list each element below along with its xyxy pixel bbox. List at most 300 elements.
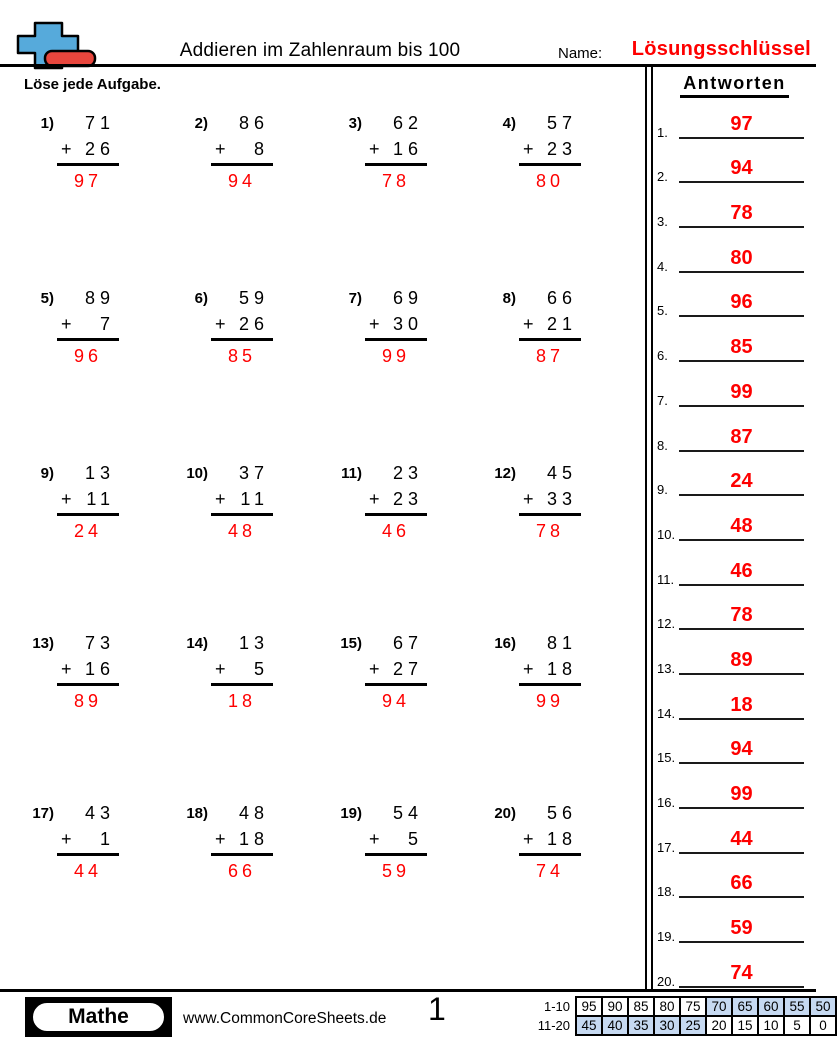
addend-bottom-row xyxy=(61,313,115,336)
problem-work xyxy=(61,112,115,193)
answers-column-title xyxy=(653,73,816,98)
problem-answer: 96 xyxy=(73,346,103,366)
problem-answer: 89 xyxy=(73,691,103,711)
problem-answer: 78 xyxy=(535,521,565,541)
problem-1 xyxy=(28,112,182,287)
answer-value: 44 xyxy=(730,827,753,850)
problem-2 xyxy=(182,112,336,287)
answer-blank-line xyxy=(679,762,804,764)
plus-sign: + xyxy=(215,138,226,159)
answer-value: 89 xyxy=(730,648,753,671)
plus-sign: + xyxy=(61,488,72,509)
name-label: Name: xyxy=(558,45,603,62)
problem-answer: 48 xyxy=(227,521,257,541)
score-row-1 xyxy=(527,997,836,1016)
problem-13 xyxy=(28,632,182,802)
addend-bottom: 16 xyxy=(84,658,115,679)
sum-line xyxy=(57,513,119,516)
plus-sign: + xyxy=(523,138,534,159)
answer-blank-line xyxy=(679,360,804,362)
score-cell: 40 xyxy=(602,1016,628,1035)
problem-12 xyxy=(490,462,644,632)
answer-value: 94 xyxy=(730,738,753,761)
addend-bottom: 11 xyxy=(240,488,269,509)
answer-item-20 xyxy=(655,949,810,994)
plus-sign: + xyxy=(369,658,380,679)
answer-item-17 xyxy=(655,815,810,860)
answer-number: 14. xyxy=(657,705,676,721)
answer-blank-line xyxy=(679,673,804,675)
addend-top: 81 xyxy=(546,633,577,653)
answer-blank-line xyxy=(679,315,804,317)
subject-badge xyxy=(25,997,172,1037)
score-cell: 15 xyxy=(732,1016,758,1035)
answer-value: 78 xyxy=(730,604,753,627)
answer-value: 85 xyxy=(730,336,753,359)
addend-top: 71 xyxy=(84,113,115,133)
answer-blank-line xyxy=(679,718,804,720)
addend-bottom-row xyxy=(61,488,115,511)
answer-blank-line xyxy=(679,405,804,407)
problem-answer: 99 xyxy=(381,346,411,366)
problem-11 xyxy=(336,462,490,632)
problem-6 xyxy=(182,287,336,462)
sum-line xyxy=(365,513,427,516)
problem-work xyxy=(215,112,269,193)
score-cell: 50 xyxy=(810,997,836,1016)
answer-number: 10. xyxy=(657,526,676,542)
sum-line xyxy=(519,853,581,856)
answer-item-9 xyxy=(655,458,810,503)
sum-line xyxy=(519,683,581,686)
sum-line xyxy=(211,163,273,166)
answer-number: 18. xyxy=(657,884,676,900)
plus-sign: + xyxy=(61,138,72,159)
sum-line xyxy=(519,513,581,516)
answer-value: 74 xyxy=(730,961,753,984)
answer-number: 3. xyxy=(657,214,668,230)
problem-work xyxy=(61,632,115,713)
score-cell: 85 xyxy=(628,997,654,1016)
score-cell: 20 xyxy=(706,1016,732,1035)
score-table xyxy=(527,996,837,1036)
answer-blank-line xyxy=(679,941,804,943)
addend-bottom-row xyxy=(523,488,577,511)
score-cell: 35 xyxy=(628,1016,654,1035)
addend-top: 67 xyxy=(392,633,423,653)
answer-value: 24 xyxy=(730,470,753,493)
answer-item-19 xyxy=(655,904,810,949)
addend-bottom-row xyxy=(369,488,423,511)
sum-line xyxy=(519,163,581,166)
problem-17 xyxy=(28,802,182,902)
addend-top: 89 xyxy=(84,288,115,308)
worksheet-title: Addieren im Zahlenraum bis 100 xyxy=(179,40,461,61)
sum-line xyxy=(519,338,581,341)
answer-value: 96 xyxy=(730,291,753,314)
answer-number: 9. xyxy=(657,482,668,498)
addend-bottom: 21 xyxy=(546,313,577,334)
score-cell: 80 xyxy=(654,997,680,1016)
instruction-text: Löse jede Aufgabe. xyxy=(24,76,161,93)
addend-bottom: 18 xyxy=(546,658,577,679)
addend-top: 56 xyxy=(546,803,577,823)
plus-minus-logo-icon xyxy=(16,20,98,77)
addend-bottom-row xyxy=(369,828,423,851)
answer-key-label: Lösungsschlüssel xyxy=(631,38,811,60)
problem-work xyxy=(369,287,423,368)
plus-sign: + xyxy=(215,313,226,334)
problem-work xyxy=(215,462,269,543)
addend-bottom-row xyxy=(61,138,115,161)
problem-answer: 99 xyxy=(535,691,565,711)
answer-item-3 xyxy=(655,189,810,234)
problem-answer: 78 xyxy=(381,171,411,191)
answer-blank-line xyxy=(679,807,804,809)
addend-bottom: 27 xyxy=(392,658,423,679)
plus-sign: + xyxy=(215,488,226,509)
answer-blank-line xyxy=(679,271,804,273)
addend-top: 37 xyxy=(238,463,269,483)
answer-item-7 xyxy=(655,368,810,413)
addend-top: 48 xyxy=(238,803,269,823)
plus-sign: + xyxy=(369,828,380,849)
problem-work xyxy=(369,802,423,883)
answer-value: 87 xyxy=(730,425,753,448)
plus-sign: + xyxy=(523,488,534,509)
sum-line xyxy=(211,513,273,516)
answer-item-16 xyxy=(655,770,810,815)
problem-answer: 85 xyxy=(227,346,257,366)
answer-item-1 xyxy=(655,100,810,145)
problem-number: 10) xyxy=(186,465,208,482)
score-cell: 65 xyxy=(732,997,758,1016)
addend-bottom: 26 xyxy=(238,313,269,334)
answer-number: 1. xyxy=(657,124,668,140)
addend-bottom-row xyxy=(369,658,423,681)
addend-top: 62 xyxy=(392,113,423,133)
problem-5 xyxy=(28,287,182,462)
problem-answer: 97 xyxy=(73,171,103,191)
sum-line xyxy=(57,853,119,856)
addend-top: 69 xyxy=(392,288,423,308)
problem-14 xyxy=(182,632,336,802)
sum-line xyxy=(57,683,119,686)
problem-number: 15) xyxy=(340,635,362,652)
problems-grid xyxy=(28,112,644,902)
problem-20 xyxy=(490,802,644,902)
answer-blank-line xyxy=(679,226,804,228)
addend-bottom: 18 xyxy=(546,828,577,849)
problem-number: 5) xyxy=(40,290,54,307)
sum-line xyxy=(365,338,427,341)
problem-answer: 24 xyxy=(73,521,103,541)
plus-sign: + xyxy=(61,658,72,679)
header-rule xyxy=(0,64,816,67)
answer-item-11 xyxy=(655,547,810,592)
problem-answer: 18 xyxy=(227,691,257,711)
problem-number: 3) xyxy=(348,115,362,132)
answer-number: 19. xyxy=(657,929,676,945)
problem-4 xyxy=(490,112,644,287)
addend-bottom-row xyxy=(369,138,423,161)
answer-blank-line xyxy=(679,450,804,452)
addend-top: 13 xyxy=(84,463,115,483)
score-cell: 45 xyxy=(576,1016,602,1035)
subject-badge-label: Mathe xyxy=(31,1001,166,1033)
answer-item-2 xyxy=(655,145,810,190)
problem-answer: 74 xyxy=(535,861,565,881)
answer-number: 13. xyxy=(657,660,676,676)
problem-work xyxy=(523,632,577,713)
addend-bottom-row xyxy=(523,138,577,161)
problem-answer: 94 xyxy=(227,171,257,191)
plus-sign: + xyxy=(61,828,72,849)
score-cell: 5 xyxy=(784,1016,810,1035)
addend-bottom: 18 xyxy=(238,828,269,849)
plus-sign: + xyxy=(523,658,534,679)
addend-bottom-row xyxy=(523,828,577,851)
problem-work xyxy=(215,287,269,368)
addend-bottom-row xyxy=(523,658,577,681)
plus-sign: + xyxy=(369,488,380,509)
problem-10 xyxy=(182,462,336,632)
plus-sign: + xyxy=(215,828,226,849)
addend-bottom-row xyxy=(215,313,269,336)
addend-top: 23 xyxy=(392,463,423,483)
score-row-label: 1-10 xyxy=(543,999,570,1014)
answer-value: 78 xyxy=(730,202,753,225)
problem-answer: 44 xyxy=(73,861,103,881)
addend-bottom: 7 xyxy=(99,313,115,334)
answers-title-text: Antworten xyxy=(680,73,789,98)
answer-item-5 xyxy=(655,279,810,324)
problem-number: 16) xyxy=(494,635,516,652)
problem-work xyxy=(523,462,577,543)
problem-16 xyxy=(490,632,644,802)
addend-bottom: 16 xyxy=(392,138,423,159)
problem-work xyxy=(523,287,577,368)
score-row-2 xyxy=(527,1016,836,1035)
answer-blank-line xyxy=(679,181,804,183)
sum-line xyxy=(211,338,273,341)
problem-number: 4) xyxy=(502,115,516,132)
addend-bottom-row xyxy=(61,828,115,851)
answer-blank-line xyxy=(679,852,804,854)
answer-number: 7. xyxy=(657,392,668,408)
answer-blank-line xyxy=(679,986,804,988)
addend-bottom: 5 xyxy=(407,828,423,849)
problem-work xyxy=(61,802,115,883)
sum-line xyxy=(211,853,273,856)
answer-value: 97 xyxy=(730,112,753,135)
answer-number: 20. xyxy=(657,973,676,989)
problem-number: 1) xyxy=(40,115,54,132)
answer-value: 66 xyxy=(730,872,753,895)
answer-item-4 xyxy=(655,234,810,279)
answer-blank-line xyxy=(679,137,804,139)
answer-value: 46 xyxy=(730,559,753,582)
problem-work xyxy=(523,802,577,883)
score-cell: 95 xyxy=(576,997,602,1016)
answer-value: 18 xyxy=(730,693,753,716)
answer-number: 5. xyxy=(657,303,668,319)
score-row-label: 11-20 xyxy=(537,1018,570,1033)
answer-blank-line xyxy=(679,494,804,496)
plus-sign: + xyxy=(369,313,380,334)
plus-sign: + xyxy=(215,658,226,679)
answer-blank-line xyxy=(679,539,804,541)
problem-answer: 87 xyxy=(535,346,565,366)
problem-work xyxy=(215,802,269,883)
sum-line xyxy=(57,163,119,166)
answer-item-12 xyxy=(655,592,810,637)
answer-number: 17. xyxy=(657,839,676,855)
answer-value: 48 xyxy=(730,514,753,537)
score-cell: 25 xyxy=(680,1016,706,1035)
addend-bottom-row xyxy=(523,313,577,336)
addend-bottom-row xyxy=(215,138,269,161)
problem-number: 14) xyxy=(186,635,208,652)
score-cell: 10 xyxy=(758,1016,784,1035)
answers-divider-line xyxy=(645,67,653,990)
addend-top: 13 xyxy=(238,633,269,653)
score-cell: 70 xyxy=(706,997,732,1016)
addend-bottom: 8 xyxy=(253,138,269,159)
addend-bottom: 11 xyxy=(86,488,115,509)
answer-number: 8. xyxy=(657,437,668,453)
sum-line xyxy=(365,163,427,166)
sum-line xyxy=(211,683,273,686)
problem-answer: 94 xyxy=(381,691,411,711)
answer-number: 4. xyxy=(657,258,668,274)
answer-value: 59 xyxy=(730,917,753,940)
answer-item-13 xyxy=(655,636,810,681)
problem-work xyxy=(61,462,115,543)
plus-sign: + xyxy=(523,313,534,334)
answer-number: 2. xyxy=(657,169,668,185)
answer-item-8 xyxy=(655,413,810,458)
addend-bottom-row xyxy=(215,488,269,511)
problem-7 xyxy=(336,287,490,462)
addend-top: 45 xyxy=(546,463,577,483)
problem-number: 2) xyxy=(194,115,208,132)
addend-bottom: 30 xyxy=(392,313,423,334)
score-cell: 60 xyxy=(758,997,784,1016)
problem-19 xyxy=(336,802,490,902)
problem-9 xyxy=(28,462,182,632)
answer-blank-line xyxy=(679,584,804,586)
problem-number: 17) xyxy=(32,805,54,822)
answer-number: 12. xyxy=(657,616,676,632)
sum-line xyxy=(57,338,119,341)
addend-bottom: 23 xyxy=(392,488,423,509)
problem-number: 13) xyxy=(32,635,54,652)
addend-bottom: 26 xyxy=(84,138,115,159)
addend-bottom-row xyxy=(215,828,269,851)
score-cell: 0 xyxy=(810,1016,836,1035)
score-cell: 90 xyxy=(602,997,628,1016)
addend-top: 86 xyxy=(238,113,269,133)
answer-item-14 xyxy=(655,681,810,726)
score-cell: 30 xyxy=(654,1016,680,1035)
answer-blank-line xyxy=(679,896,804,898)
addend-top: 73 xyxy=(84,633,115,653)
answer-item-6 xyxy=(655,323,810,368)
plus-sign: + xyxy=(369,138,380,159)
answer-blank-line xyxy=(679,628,804,630)
answer-number: 16. xyxy=(657,795,676,810)
footer-rule xyxy=(0,989,816,992)
problem-work xyxy=(369,112,423,193)
problem-work xyxy=(215,632,269,713)
score-cell: 75 xyxy=(680,997,706,1016)
addend-bottom-row xyxy=(215,658,269,681)
problem-number: 19) xyxy=(340,805,362,822)
answer-item-18 xyxy=(655,860,810,905)
addend-bottom-row xyxy=(369,313,423,336)
problem-work xyxy=(61,287,115,368)
addend-top: 66 xyxy=(546,288,577,308)
addend-bottom: 5 xyxy=(253,658,269,679)
problem-number: 6) xyxy=(194,290,208,307)
addend-top: 43 xyxy=(84,803,115,823)
problem-number: 18) xyxy=(186,805,208,822)
problem-number: 11) xyxy=(341,465,362,482)
answer-value: 99 xyxy=(730,380,753,403)
addend-bottom-row xyxy=(61,658,115,681)
answer-number: 11. xyxy=(657,571,675,587)
addend-top: 59 xyxy=(238,288,269,308)
answer-number: 15. xyxy=(657,750,676,766)
addend-top: 57 xyxy=(546,113,577,133)
answer-item-10 xyxy=(655,502,810,547)
answer-value: 80 xyxy=(730,246,753,269)
problem-answer: 80 xyxy=(535,171,565,191)
answer-value: 99 xyxy=(730,783,753,805)
answer-value: 94 xyxy=(730,157,753,180)
addend-bottom: 33 xyxy=(546,488,577,509)
problem-8 xyxy=(490,287,644,462)
website-text: www.CommonCoreSheets.de xyxy=(183,1010,387,1027)
problem-answer: 46 xyxy=(381,521,411,541)
plus-sign: + xyxy=(61,313,72,334)
problem-number: 20) xyxy=(494,805,516,822)
sum-line xyxy=(365,853,427,856)
addend-top: 54 xyxy=(392,803,423,823)
sum-line xyxy=(365,683,427,686)
score-cell: 55 xyxy=(784,997,810,1016)
answer-item-15 xyxy=(655,726,810,771)
problem-answer: 59 xyxy=(381,861,411,881)
problem-work xyxy=(369,632,423,713)
problem-18 xyxy=(182,802,336,902)
problem-work xyxy=(523,112,577,193)
problem-3 xyxy=(336,112,490,287)
addend-bottom: 1 xyxy=(99,828,115,849)
problem-number: 9) xyxy=(40,465,54,482)
plus-sign: + xyxy=(523,828,534,849)
problem-15 xyxy=(336,632,490,802)
problem-answer: 66 xyxy=(227,861,257,881)
page-number: 1 xyxy=(428,991,446,1027)
addend-bottom: 23 xyxy=(546,138,577,159)
problem-number: 7) xyxy=(348,290,362,307)
problem-work xyxy=(369,462,423,543)
problem-number: 8) xyxy=(502,290,516,307)
answers-list xyxy=(655,100,810,994)
answer-number: 6. xyxy=(657,348,668,364)
